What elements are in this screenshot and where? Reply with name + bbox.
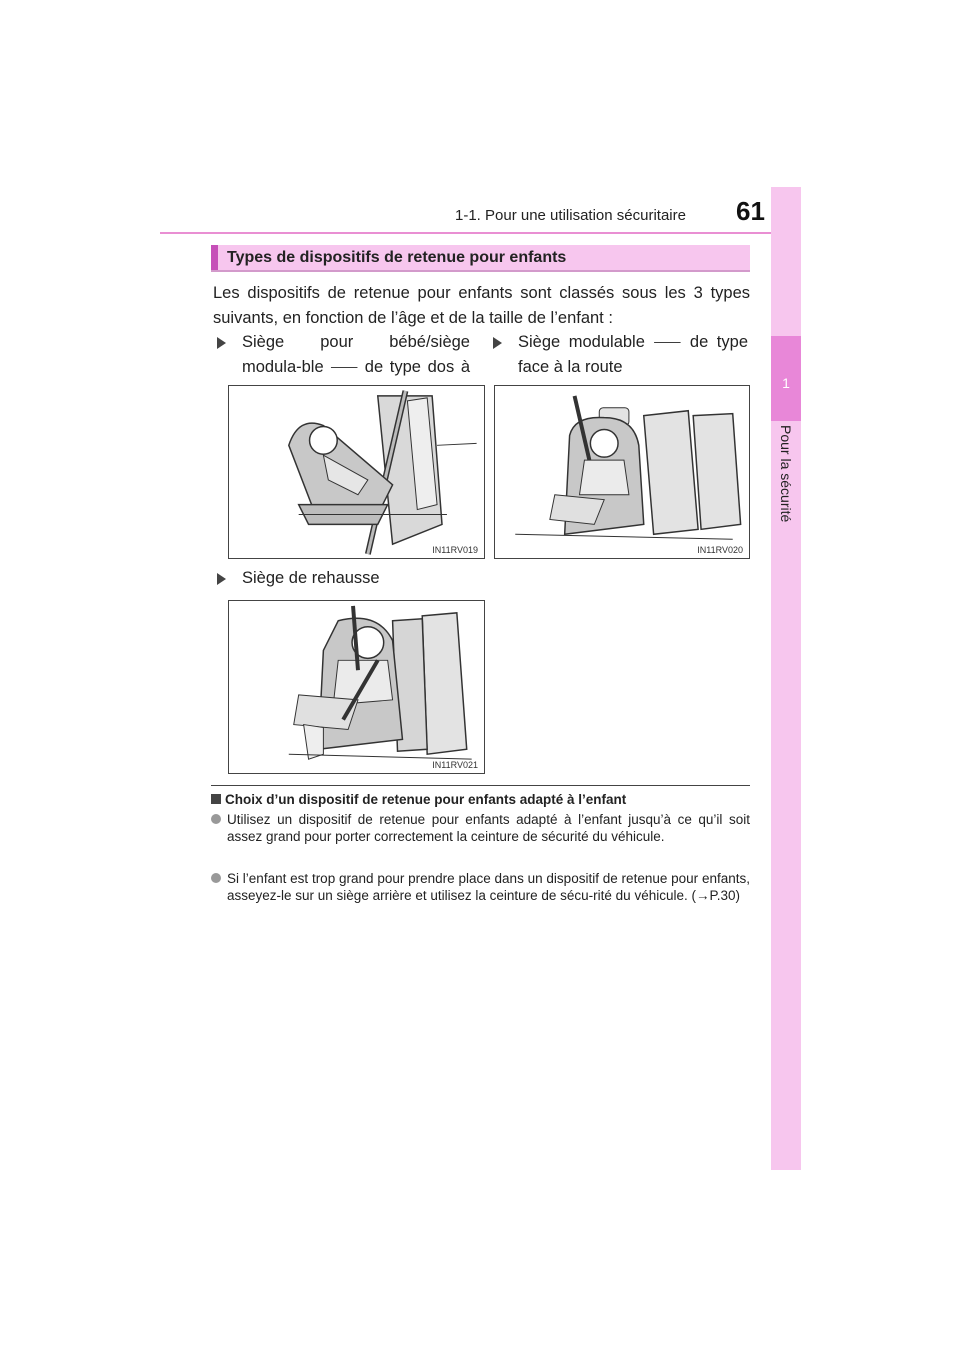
side-tab — [771, 187, 801, 1170]
triangle-bullet-icon — [217, 337, 226, 349]
figure-caption-booster: Siège de rehausse — [217, 566, 470, 591]
figure-code: IN11RV021 — [432, 760, 478, 770]
figure-forward-facing-seat — [494, 385, 750, 559]
intro-paragraph: Les dispositifs de retenue pour enfants sont classés sous les 3 types suivants, en fonction de l’âge et de la taille de l’enfant : — [213, 284, 750, 327]
square-bullet-icon — [211, 794, 221, 804]
circle-bullet-icon — [211, 873, 221, 883]
circle-bullet-icon — [211, 814, 221, 824]
booster-seat-illustration — [229, 601, 484, 773]
forward-facing-seat-illustration — [495, 386, 749, 558]
figure-code: IN11RV020 — [697, 545, 743, 555]
note-heading: Choix d’un dispositif de retenue pour enfants adapté à l’enfant — [211, 792, 626, 807]
section-heading — [211, 245, 750, 272]
figure-caption-forward-facing: Siège modulable ⸺ de type face à la route — [493, 330, 748, 380]
side-tab-label: Pour la sécurité — [778, 425, 794, 523]
header-rule — [160, 232, 800, 234]
section-heading-rule — [211, 270, 750, 272]
triangle-bullet-icon — [217, 573, 226, 585]
figure-caption-rear-facing: Siège pour bébé/siège modula-ble ⸺ de type dos à — [217, 330, 470, 405]
figure-rear-facing-seat — [228, 385, 485, 559]
page-number: 61 — [736, 196, 765, 226]
rear-facing-seat-illustration — [229, 386, 484, 558]
note-bullet: Si l’enfant est trop grand pour prendre place dans un dispositif de retenue pour enfants, asseyez-le sur un siège arrière et utilisez la ceinture de sécu-rité du véhicule. (→P.30) — [211, 870, 750, 904]
note-bullet: Utilisez un dispositif de retenue pour enfants adapté à l’enfant jusqu’à ce qu’il soit assez grand pour porter correctement la ceinture de sécurité du véhicule. — [211, 811, 750, 845]
side-tab-number: 1 — [782, 375, 790, 391]
section-heading-bar — [211, 245, 218, 272]
triangle-bullet-icon — [493, 337, 502, 349]
section-divider — [211, 785, 750, 786]
figure-code: IN11RV019 — [432, 545, 478, 555]
section-title: Types de dispositifs de retenue pour enfants — [227, 249, 567, 266]
figure-booster-seat — [228, 600, 485, 774]
running-header: 1-1. Pour une utilisation sécuritaire — [455, 207, 686, 224]
